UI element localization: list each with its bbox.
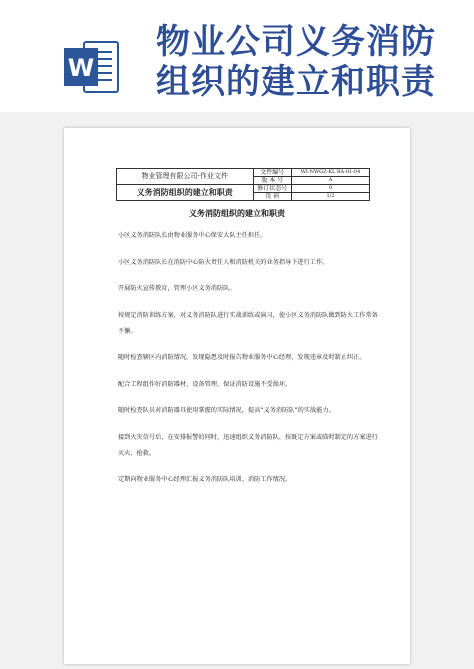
row-value: WI-NWGZ-KL BA-01-04: [292, 169, 370, 177]
banner-title: [156, 22, 456, 102]
company-doc-cell: 物业管理有限公司-作业文件: [117, 169, 254, 185]
paragraph: 定期向物业服务中心经理汇报义务消防队培训、消防工作情况。: [118, 476, 292, 483]
paragraph: 小区义务消防队长由物业服务中心保安大队主任担任。: [118, 232, 267, 239]
row-label: 页 码: [253, 193, 292, 201]
word-logo-letter: W: [67, 54, 95, 82]
word-document-icon: [62, 38, 120, 96]
table-row: [117, 185, 370, 193]
row-value: 1/2: [292, 193, 370, 201]
paragraph: 配合工程组作好消防器材、设备管理，保证消防设施不受损坏。: [118, 380, 292, 388]
row-label: 修订状态号: [253, 185, 292, 193]
paragraph: 小区义务消防队长在消防中心防火责任人和消防机关的业务指导下进行工作。: [118, 258, 329, 266]
row-label: 版 本 号: [253, 177, 292, 185]
paragraph: 按规定消防训练方案，对义务消防队进行实战训练或演习，使小区义务消防队做到防火工作常备不懈。: [118, 311, 378, 335]
banner-title-line-2: 组织的建立和职责: [156, 62, 436, 102]
row-value: 0: [292, 185, 370, 193]
table-row: [117, 169, 370, 177]
paragraph: 接到火灾信号后，在安排报警的同时，迅速组织义务消防队，按既定方案或临时制定的方案进行灭火、抢救。: [118, 433, 378, 457]
header-banner: [0, 0, 474, 112]
doc-title-cell: 义务消防组织的建立和职责: [117, 185, 254, 201]
row-label: 文件编号: [253, 169, 292, 177]
paragraph: 随时检查队员对消防器具使用掌握的实际情况，提高“义务消防队”的实战能力。: [118, 407, 335, 414]
document-control-table: [116, 168, 370, 201]
banner-title-line-1: 物业公司义务消防: [156, 22, 436, 62]
paragraph: 开展防火宣传教育，管理小区义务消防队。: [118, 285, 236, 292]
paragraph: 随时检查辖区内消防情况，发现隐患及时报告物业服务中心经理，发现违章及时制止纠正。: [118, 354, 366, 361]
document-page: [64, 128, 410, 664]
document-heading: 义务消防组织的建立和职责: [189, 209, 285, 218]
document-body: [118, 228, 382, 499]
row-value: A: [292, 177, 370, 185]
